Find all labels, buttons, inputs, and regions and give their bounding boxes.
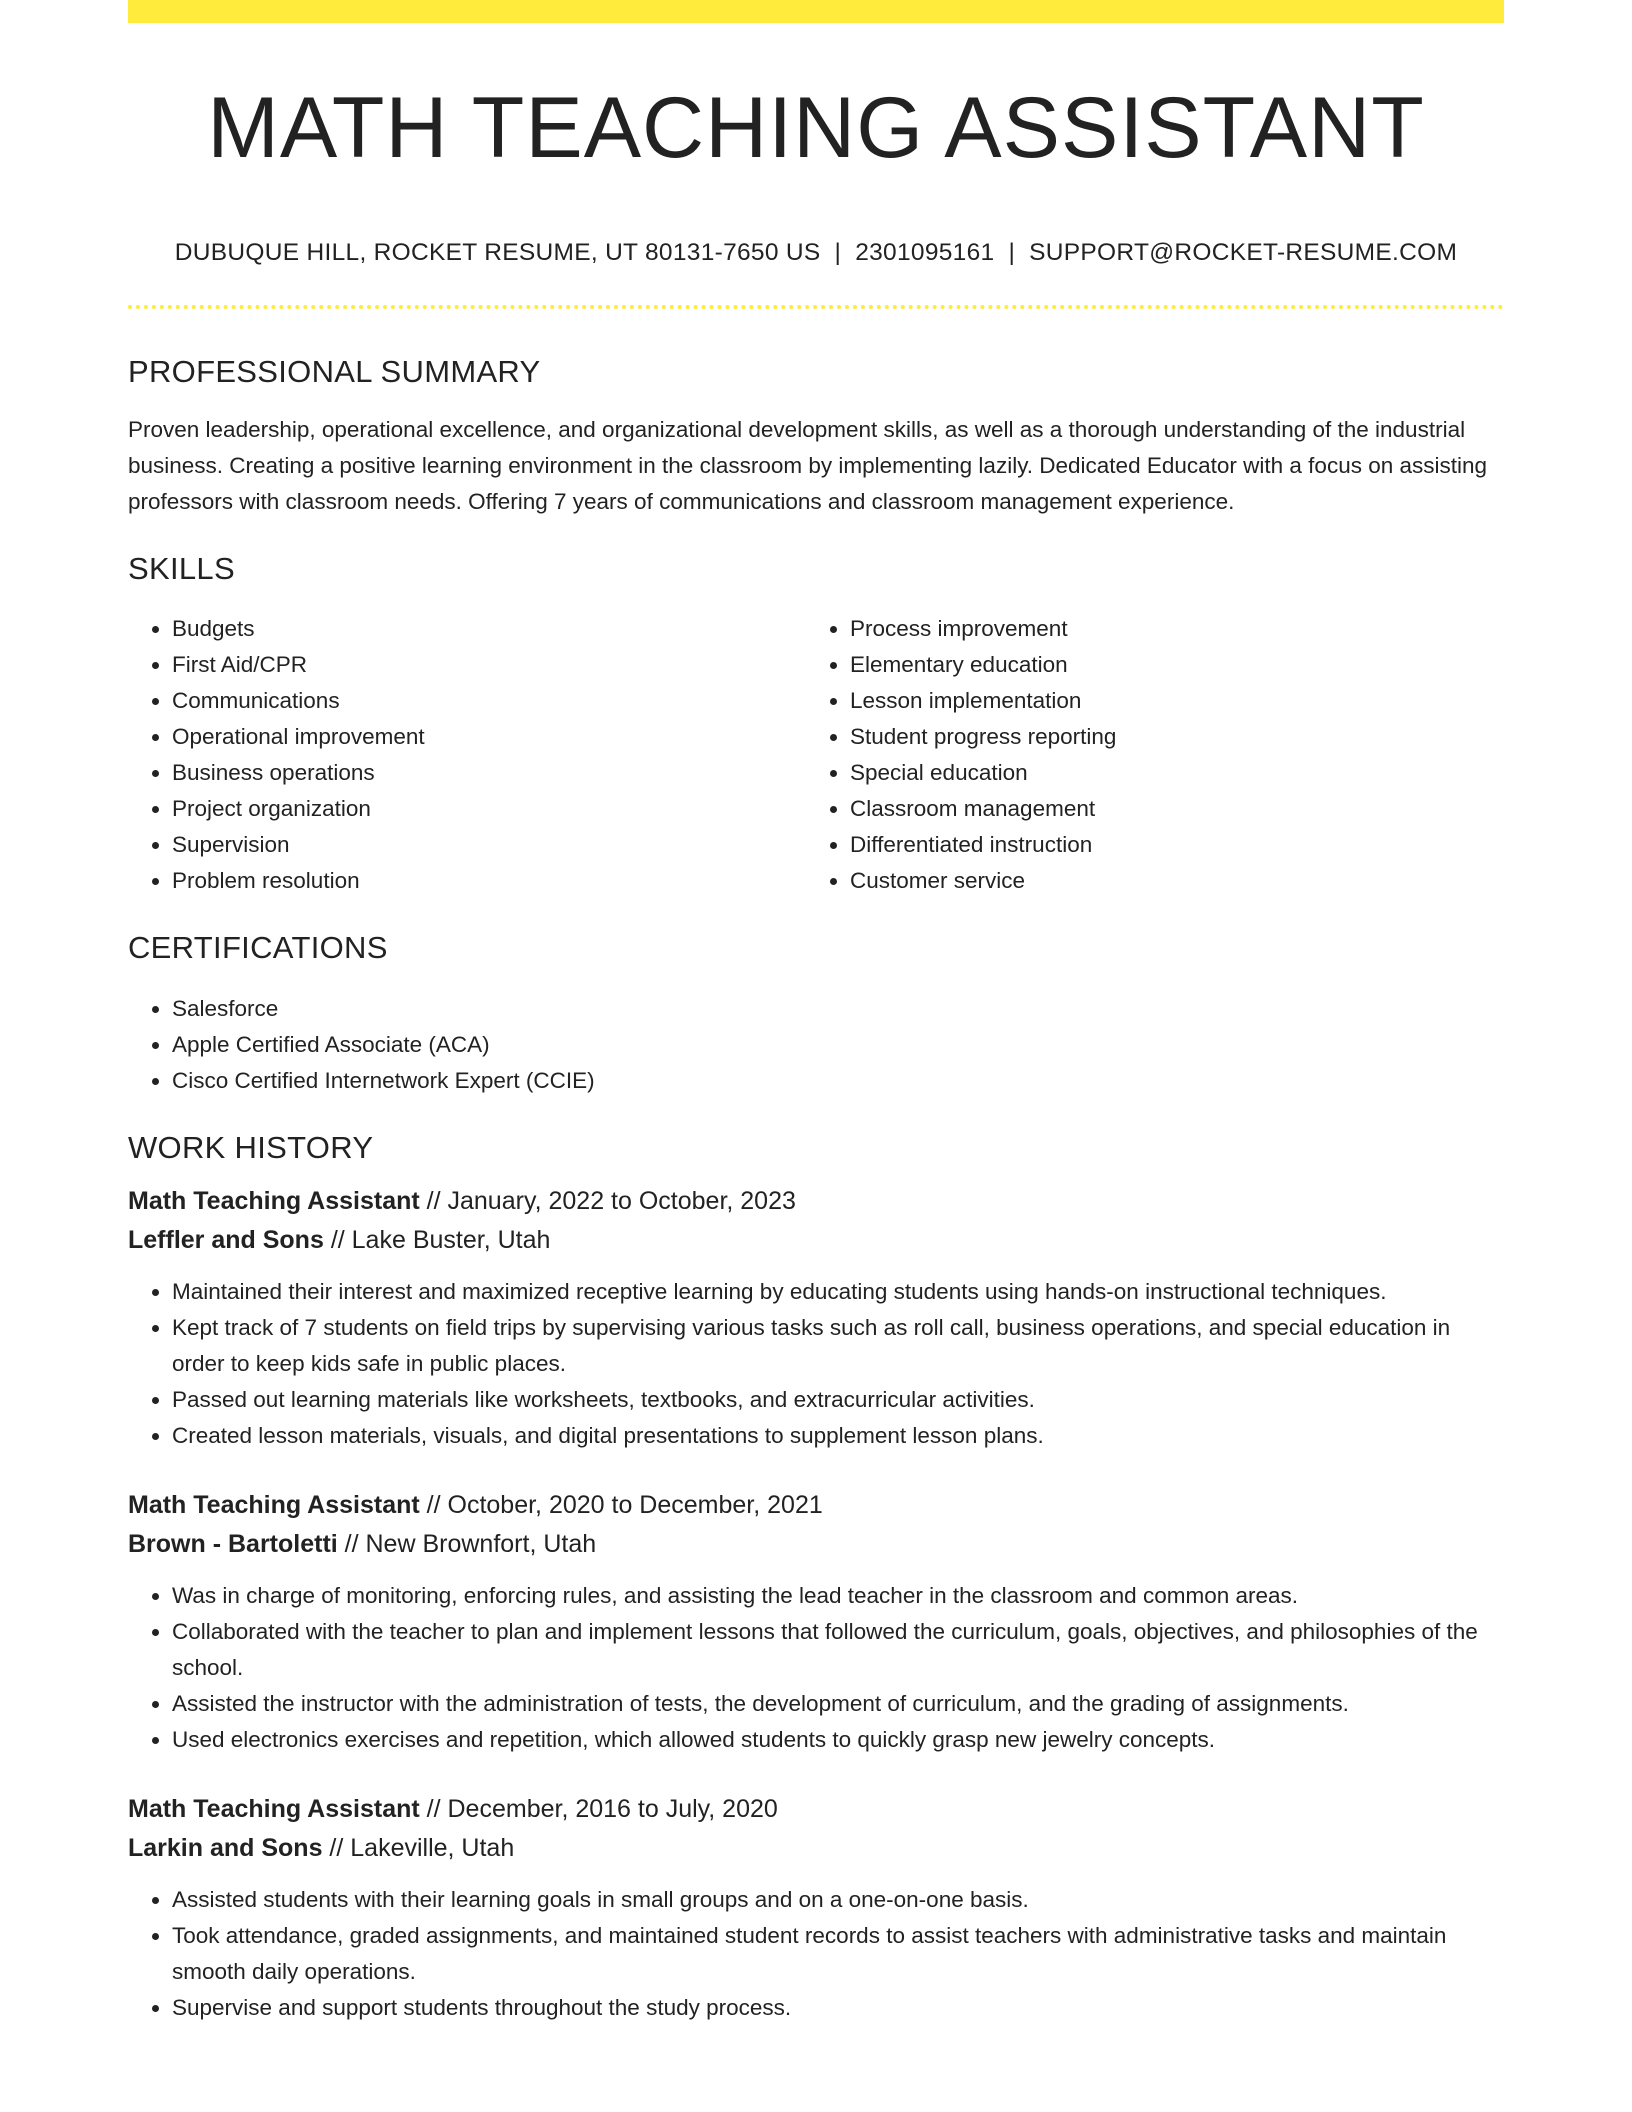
skill-item: • Communications bbox=[172, 683, 806, 719]
skills-column-left bbox=[128, 611, 806, 899]
certification-item: • Apple Certified Associate (ACA) bbox=[172, 1027, 1504, 1063]
job-company: Leffler and Sons bbox=[128, 1225, 324, 1254]
contact-line bbox=[128, 239, 1504, 267]
skill-item: • Special education bbox=[850, 755, 1484, 791]
skill-item: • Customer service bbox=[850, 863, 1484, 899]
job-company: Brown - Bartoletti bbox=[128, 1529, 338, 1558]
skills-column-right bbox=[806, 611, 1484, 899]
skill-item: • Budgets bbox=[172, 611, 806, 647]
contact-email: SUPPORT@ROCKET-RESUME.COM bbox=[1029, 239, 1458, 266]
job-title-line bbox=[128, 1486, 1504, 1525]
job-dates: // January, 2022 to October, 2023 bbox=[419, 1186, 796, 1215]
skill-item: • Problem resolution bbox=[172, 863, 806, 899]
job-company-line bbox=[128, 1829, 1504, 1868]
job-bullet: • Created lesson materials, visuals, and digital presentations to supplement lesson plans. bbox=[172, 1418, 1504, 1454]
skill-item: • Project organization bbox=[172, 791, 806, 827]
summary-heading: PROFESSIONAL SUMMARY bbox=[128, 354, 541, 389]
skill-item: • Operational improvement bbox=[172, 719, 806, 755]
certification-item: • Cisco Certified Internetwork Expert (CCIE) bbox=[172, 1063, 1504, 1099]
skill-item: • Business operations bbox=[172, 755, 806, 791]
job-bullet: • Was in charge of monitoring, enforcing rules, and assisting the lead teacher in the classroom and common areas. bbox=[172, 1578, 1504, 1614]
job-title-line bbox=[128, 1790, 1504, 1829]
skill-item: • Elementary education bbox=[850, 647, 1484, 683]
job-role: Math Teaching Assistant bbox=[128, 1186, 420, 1215]
summary-text: Proven leadership, operational excellence, and organizational development skills, as well as a thorough understanding of the industrial business. Creating a positive learning environment in the classroom by implementing lazily. Dedicated Educator with a focus on assisting professors with classroom needs. Offering 7 years of communications and classroom management experience. bbox=[128, 417, 1488, 515]
skill-item: • Process improvement bbox=[850, 611, 1484, 647]
contact-separator: | bbox=[1008, 239, 1016, 266]
skill-item: • Supervision bbox=[172, 827, 806, 863]
certifications-heading: CERTIFICATIONS bbox=[128, 930, 388, 966]
job-dates: // October, 2020 to December, 2021 bbox=[419, 1490, 823, 1519]
work-history-heading: WORK HISTORY bbox=[128, 1129, 374, 1165]
job-role: Math Teaching Assistant bbox=[128, 1490, 420, 1519]
contact-separator: | bbox=[834, 239, 842, 266]
job-bullet: • Kept track of 7 students on field trips by supervising various tasks such as roll call, business operations, and special education in order to keep kids safe in public places. bbox=[172, 1310, 1504, 1382]
accent-top-bar bbox=[128, 0, 1504, 23]
job-location: // Lakeville, Utah bbox=[322, 1833, 515, 1862]
job-bullet: • Collaborated with the teacher to plan and implement lessons that followed the curriculum, goals, objectives, and philosophies of the school. bbox=[172, 1614, 1504, 1686]
skills-list bbox=[128, 611, 1504, 899]
job-bullet: • Took attendance, graded assignments, and maintained student records to assist teachers with administrative tasks and maintain smooth daily operations. bbox=[172, 1918, 1504, 1990]
job-title-line bbox=[128, 1182, 1504, 1221]
job-company-line bbox=[128, 1525, 1504, 1564]
job-bullets bbox=[128, 1578, 1504, 1758]
job-bullets bbox=[128, 1274, 1504, 1454]
resume-page bbox=[128, 0, 1504, 2026]
contact-address: DUBUQUE HILL, ROCKET RESUME, UT 80131-7650 US bbox=[174, 239, 821, 266]
contact-phone: 2301095161 bbox=[855, 239, 995, 266]
job-entry bbox=[128, 1790, 1504, 2026]
job-role: Math Teaching Assistant bbox=[128, 1794, 420, 1823]
job-bullet: • Used electronics exercises and repetition, which allowed students to quickly grasp new jewelry concepts. bbox=[172, 1722, 1504, 1758]
job-company: Larkin and Sons bbox=[128, 1833, 323, 1862]
job-bullet: • Assisted students with their learning goals in small groups and on a one-on-one basis. bbox=[172, 1882, 1504, 1918]
skill-item: • Differentiated instruction bbox=[850, 827, 1484, 863]
job-bullet: • Passed out learning materials like worksheets, textbooks, and extracurricular activities. bbox=[172, 1382, 1504, 1418]
job-bullet: • Assisted the instructor with the administration of tests, the development of curriculum, and the grading of assignments. bbox=[172, 1686, 1504, 1722]
dotted-divider bbox=[128, 305, 1504, 309]
skill-item: • Lesson implementation bbox=[850, 683, 1484, 719]
certifications-list bbox=[128, 991, 1504, 1099]
job-bullets bbox=[128, 1882, 1504, 2026]
certification-item: • Salesforce bbox=[172, 991, 1504, 1027]
skill-item: • First Aid/CPR bbox=[172, 647, 806, 683]
skills-heading: SKILLS bbox=[128, 551, 235, 587]
job-entry bbox=[128, 1182, 1504, 1454]
job-location: // New Brownfort, Utah bbox=[337, 1529, 597, 1558]
job-company-line bbox=[128, 1221, 1504, 1260]
resume-name: MATH TEACHING ASSISTANT bbox=[207, 80, 1425, 176]
job-bullet: • Maintained their interest and maximized receptive learning by educating students using hands-on instructional techniques. bbox=[172, 1274, 1504, 1310]
skill-item: • Classroom management bbox=[850, 791, 1484, 827]
job-bullet: • Supervise and support students throughout the study process. bbox=[172, 1990, 1504, 2026]
job-dates: // December, 2016 to July, 2020 bbox=[419, 1794, 778, 1823]
skill-item: • Student progress reporting bbox=[850, 719, 1484, 755]
job-entry bbox=[128, 1486, 1504, 1758]
job-location: // Lake Buster, Utah bbox=[323, 1225, 551, 1254]
